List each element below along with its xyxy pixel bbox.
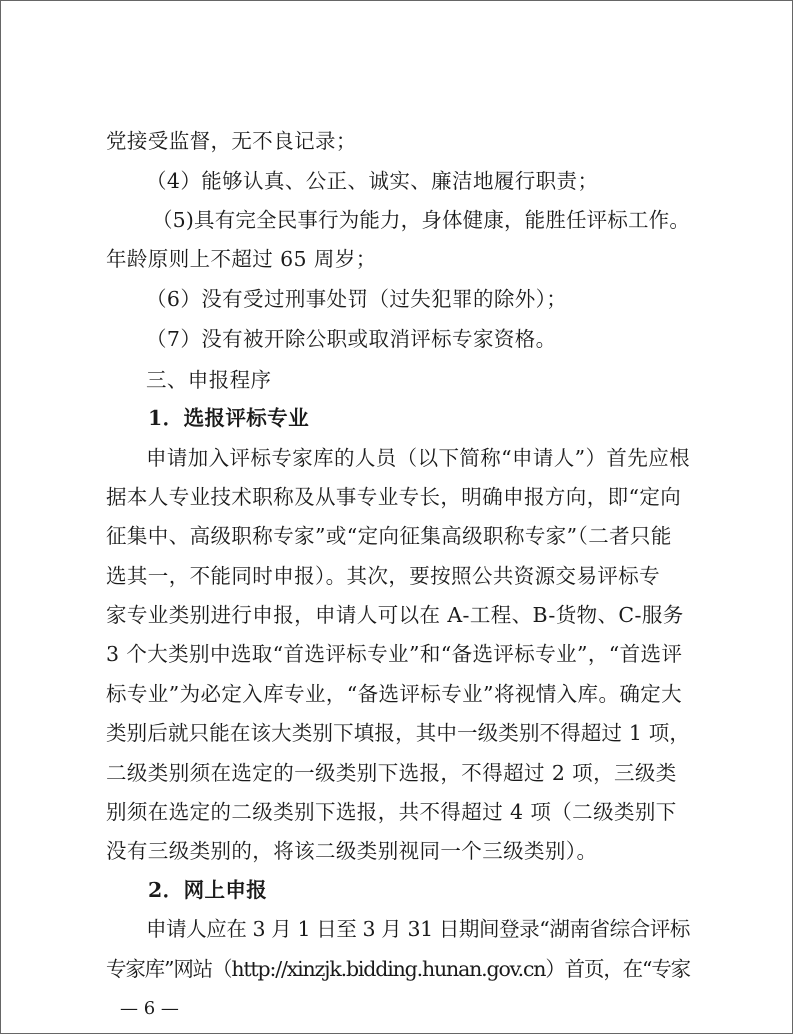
- text-line: 3 个大类别中选取“首选评标专业”和“备选评标专业”，“首选评: [106, 642, 683, 666]
- subsection-heading: 2．网上申报: [148, 878, 268, 902]
- text-line: 标专业”为必定入库专业，“备选评标专业”将视情入库。确定大: [106, 682, 683, 706]
- text-line: 家专业类别进行申报，申请人可以在 A-工程、B-货物、C-服务: [106, 603, 684, 627]
- text-line: （6）没有受过刑事处罚（过失犯罪的除外）；: [146, 287, 568, 311]
- text-line: 专家库”网站（http://xinzjk.bidding.hunan.gov.cn）首页，在“专家: [106, 957, 690, 981]
- section-heading: 三、申报程序: [146, 368, 272, 392]
- text-line: 没有三级类别的，将该二级类别视同一个三级类别）。: [106, 839, 598, 863]
- page-number: — 6 —: [120, 998, 179, 1019]
- text-line: 申请人应在 3 月 1 日至 3 月 31 日期间登录“湖南省综合评标: [146, 917, 690, 941]
- text-line: 二级类别须在选定的一级类别下选报，不得超过 2 项，三级类: [106, 761, 677, 785]
- text-line: （5)具有完全民事行为能力，身体健康，能胜任评标工作。: [152, 208, 690, 232]
- text-line: 年龄原则上不超过 65 周岁；: [106, 247, 377, 271]
- text-line: 申请加入评标专家库的人员（以下简称“申请人”）首先应根: [146, 446, 690, 470]
- text-line: （7）没有被开除公职或取消评标专家资格。: [146, 327, 557, 351]
- text-line: 别须在选定的二级类别下选报，共不得超过 4 项（二级类别下: [106, 800, 677, 824]
- text-line: 据本人专业技术职称及从事专业专长，明确申报方向，即“定向: [106, 485, 682, 509]
- text-line: 党接受监督，无不良记录；: [106, 129, 357, 153]
- text-line: （4）能够认真、公正、诚实、廉洁地履行职责；: [146, 169, 599, 193]
- text-line: 选其一，不能同时申报）。其次，要按照公共资源交易评标专: [106, 564, 661, 588]
- text-line: 征集中、高级职称专家”或“定向征集高级职称专家”（二者只能: [106, 524, 672, 548]
- subsection-heading: 1．选报评标专业: [148, 406, 309, 430]
- text-line: 类别后就只能在该大类别下填报，其中一级类别不得超过 1 项，: [106, 721, 690, 745]
